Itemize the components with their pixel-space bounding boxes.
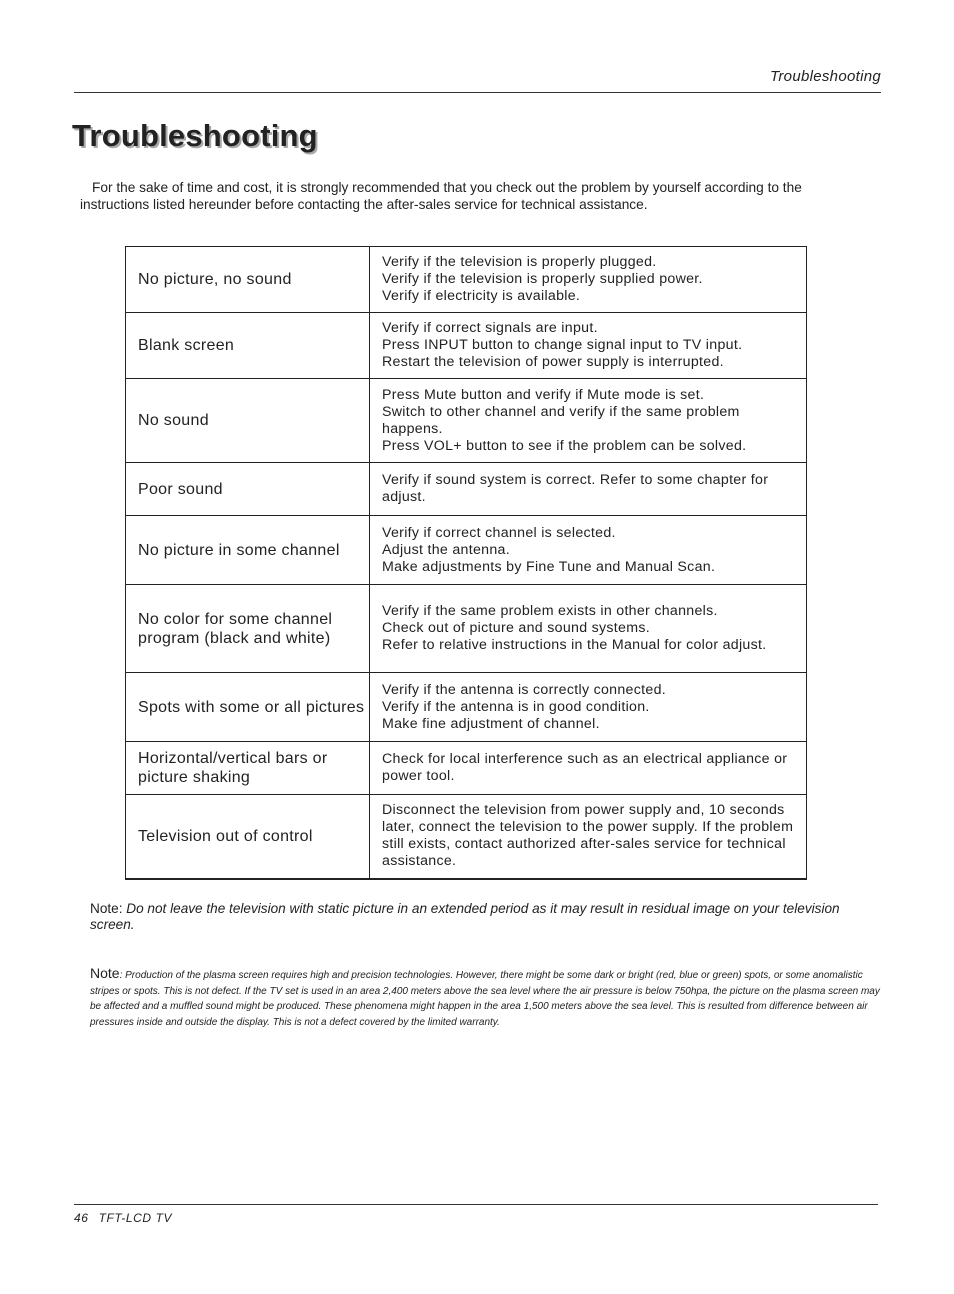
solution-line: Disconnect the television from power supply and, 10 seconds later, connect the television to the power supply. If the problem still exists, contact authorized after-sales service for technical assistance. bbox=[382, 802, 794, 870]
solution-line: Check out of picture and sound systems. bbox=[382, 620, 650, 636]
solution-cell bbox=[370, 379, 807, 463]
solution-cell bbox=[370, 742, 807, 795]
table-row bbox=[126, 379, 807, 463]
solution-line: Verify if the antenna is in good condition. bbox=[382, 698, 650, 715]
solution-cell bbox=[370, 313, 807, 379]
footer-divider bbox=[74, 1204, 878, 1205]
solution-cell bbox=[370, 795, 807, 879]
problem-cell: Television out of control bbox=[126, 795, 370, 879]
solution-line: Restart the television of power supply is interrupted. bbox=[382, 354, 724, 370]
solution-cell bbox=[370, 673, 807, 742]
note-label: Note: bbox=[90, 901, 127, 916]
solution-line: Press VOL+ button to see if the problem can be solved. bbox=[382, 437, 747, 454]
section-header-label: Troubleshooting bbox=[770, 68, 881, 85]
product-name: TFT-LCD TV bbox=[98, 1211, 173, 1225]
note-body: Do not leave the television with static picture in an extended period as it may result in residual image on your television screen. bbox=[90, 901, 840, 932]
solution-line: Verify if the same problem exists in other channels. bbox=[382, 603, 718, 619]
page-footer bbox=[74, 1211, 182, 1225]
table-row bbox=[126, 795, 807, 879]
solution-line: Switch to other channel and verify if the same problem happens. bbox=[382, 403, 740, 437]
problem-cell: No picture in some channel bbox=[126, 516, 370, 585]
solution-cell bbox=[370, 247, 807, 313]
problem-cell: No sound bbox=[126, 379, 370, 463]
static-picture-note bbox=[90, 901, 860, 933]
solution-line: Press INPUT button to change signal input to TV input. bbox=[382, 337, 743, 353]
solution-line: Verify if the television is properly supplied power. bbox=[382, 271, 703, 287]
problem-cell: No color for some channel program (black and white) bbox=[126, 585, 370, 673]
table-row bbox=[126, 516, 807, 585]
solution-line: Make adjustments by Fine Tune and Manual Scan. bbox=[382, 558, 716, 575]
solution-line: Adjust the antenna. bbox=[382, 541, 510, 558]
table-row bbox=[126, 463, 807, 516]
problem-cell: Blank screen bbox=[126, 313, 370, 379]
problem-cell: Horizontal/vertical bars or picture shaking bbox=[126, 742, 370, 795]
note-label: Note bbox=[90, 965, 120, 981]
problem-cell: No picture, no sound bbox=[126, 247, 370, 313]
solution-line: Refer to relative instructions in the Manual for color adjust. bbox=[382, 637, 767, 653]
table-row bbox=[126, 585, 807, 673]
problem-cell: Spots with some or all pictures bbox=[126, 673, 370, 742]
solution-line: Verify if sound system is correct. Refer to some chapter for adjust. bbox=[382, 472, 769, 505]
solution-line: Check for local interference such as an electrical appliance or power tool. bbox=[382, 751, 788, 784]
solution-line: Press Mute button and verify if Mute mode is set. bbox=[382, 386, 705, 403]
intro-paragraph: For the sake of time and cost, it is strongly recommended that you check out the problem by yourself according to the instructions listed hereunder before contacting the after-sales service for technical assistance. bbox=[80, 180, 802, 212]
page-number: 46 bbox=[74, 1211, 89, 1225]
solution-cell bbox=[370, 463, 807, 516]
solution-line: Verify if the television is properly plugged. bbox=[382, 254, 657, 270]
table-row bbox=[126, 742, 807, 795]
note-body: : Production of the plasma screen requires high and precision technologies. However, there might be some dark or bright (red, blue or green) spots, or some anomalistic stripes or spots. This is not defect. If the TV set is used in an area 2,400 meters above the sea level where the air pressure is below 750hpa, the picture on the plasma screen may be affected and a muffled sound might be produced. These phenomena might happen in the area 1,500 meters above the sea level. This is resulted from difference between air pressures inside and outside the display. This is not a defect covered by the limited warranty. bbox=[90, 970, 880, 1028]
table-row bbox=[126, 673, 807, 742]
header-divider bbox=[74, 92, 881, 93]
solution-cell bbox=[370, 516, 807, 585]
table-row bbox=[126, 313, 807, 379]
problem-cell: Poor sound bbox=[126, 463, 370, 516]
plasma-screen-note bbox=[90, 966, 880, 1030]
page-title: Troubleshooting bbox=[72, 118, 318, 153]
solution-line: Verify if correct channel is selected. bbox=[382, 524, 616, 541]
solution-cell bbox=[370, 585, 807, 673]
table-row bbox=[126, 247, 807, 313]
solution-line: Verify if correct signals are input. bbox=[382, 320, 598, 336]
troubleshooting-table bbox=[125, 246, 807, 880]
solution-line: Verify if electricity is available. bbox=[382, 288, 581, 304]
solution-line: Verify if the antenna is correctly connected. bbox=[382, 681, 666, 698]
solution-line: Make fine adjustment of channel. bbox=[382, 715, 600, 732]
